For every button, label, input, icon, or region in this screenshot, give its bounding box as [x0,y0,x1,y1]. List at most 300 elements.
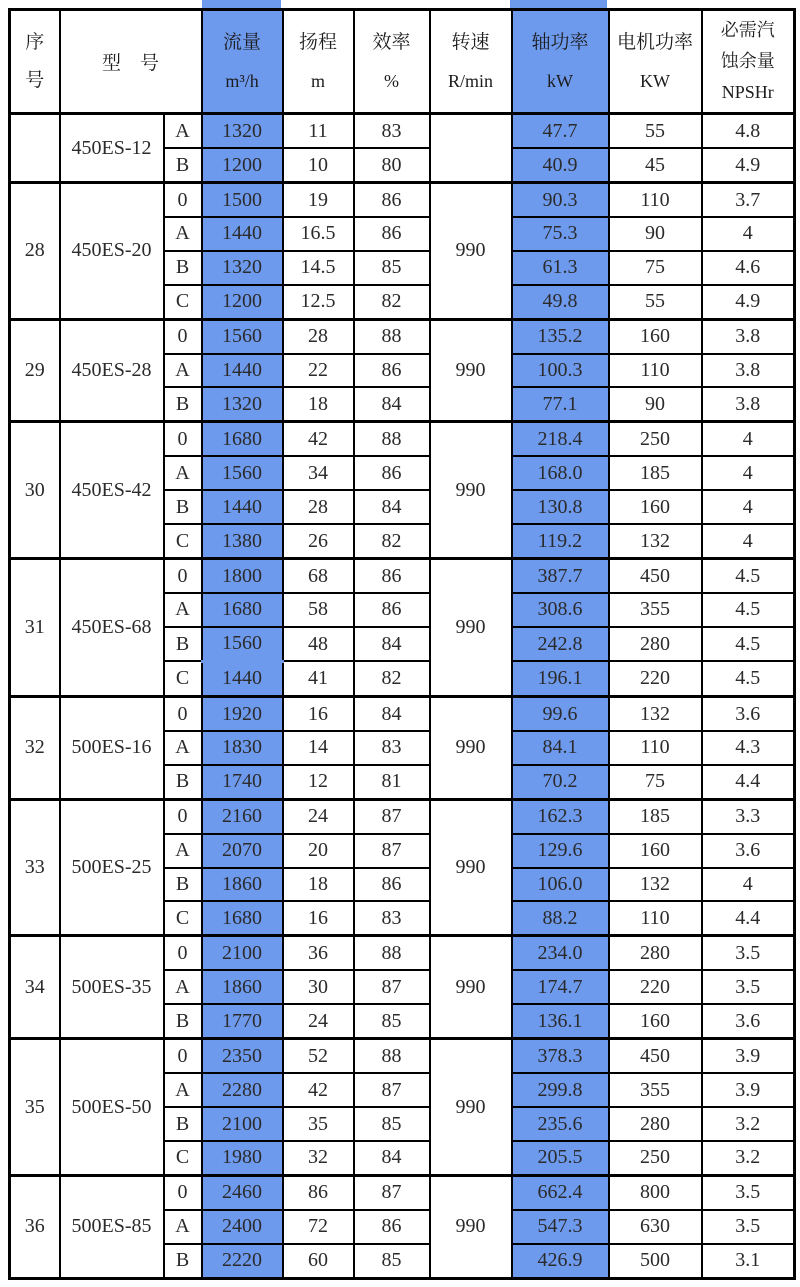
cell-motor-power: 280 [609,1107,702,1141]
cell-code: 0 [164,936,202,971]
cell-npshr: 3.6 [702,834,795,868]
header-row [10,10,795,114]
cell-head: 36 [283,936,354,971]
cell-shaft-power: 426.9 [512,1244,609,1279]
cell-efficiency: 86 [354,868,430,902]
cell-efficiency: 82 [354,285,430,320]
cell-speed: 990 [430,1039,512,1176]
table-row [10,936,795,971]
cell-flow: 2070 [202,834,283,868]
cell-npshr: 3.5 [702,970,795,1004]
cell-motor-power: 450 [609,559,702,594]
cell-flow: 1380 [202,524,283,559]
cell-code: C [164,661,202,696]
cell-code: A [164,593,202,627]
cell-code: C [164,285,202,320]
cell-motor-power: 220 [609,970,702,1004]
cell-flow: 1680 [202,593,283,627]
cell-efficiency: 88 [354,936,430,971]
cell-flow: 1320 [202,114,283,149]
cell-efficiency: 88 [354,319,430,354]
cell-code: B [164,387,202,422]
cell-flow: 1680 [202,901,283,936]
cell-shaft-power: 90.3 [512,183,609,218]
cell-efficiency: 84 [354,697,430,732]
col-header-flow [202,10,283,114]
cell-head: 16 [283,697,354,732]
cell-flow: 1440 [202,490,283,524]
cell-shaft-power: 119.2 [512,524,609,559]
cell-head: 11 [283,114,354,149]
cell-efficiency: 84 [354,387,430,422]
table-row [10,697,795,732]
cell-code: B [164,868,202,902]
cell-shaft-power: 162.3 [512,799,609,834]
cell-head: 35 [283,1107,354,1141]
cell-npshr: 3.6 [702,697,795,732]
cell-flow: 1770 [202,1004,283,1039]
cell-npshr: 4 [702,868,795,902]
cell-npshr: 4 [702,490,795,524]
col-header-speed [430,10,512,114]
cell-flow: 1560 [202,627,283,662]
cell-efficiency: 86 [354,1210,430,1244]
cell-speed: 990 [430,1175,512,1278]
cell-head: 16 [283,901,354,936]
cell-speed [430,114,512,183]
cell-efficiency: 81 [354,765,430,800]
cell-model: 500ES-16 [60,697,164,800]
cell-motor-power: 132 [609,697,702,732]
table-row [10,114,795,149]
cell-code: 0 [164,559,202,594]
cell-motor-power: 90 [609,217,702,251]
cell-head: 52 [283,1039,354,1074]
cell-shaft-power: 196.1 [512,661,609,696]
col-header-npshr-line2: 蚀余量 [720,51,775,71]
cell-code: 0 [164,697,202,732]
cell-npshr: 4.5 [702,661,795,696]
cell-model: 450ES-42 [60,422,164,559]
cell-flow: 1860 [202,868,283,902]
cell-code: C [164,1141,202,1176]
col-header-model: 型 号 [60,10,202,114]
col-header-shaft-power-unit: kW [547,70,574,91]
cell-code: A [164,731,202,765]
cell-npshr: 3.2 [702,1141,795,1176]
col-header-flow-unit: m³/h [225,70,259,91]
cell-flow: 2100 [202,936,283,971]
cell-code: B [164,490,202,524]
cell-code: A [164,1210,202,1244]
cell-flow: 1320 [202,387,283,422]
cell-shaft-power: 47.7 [512,114,609,149]
cell-code: 0 [164,1175,202,1210]
col-header-npshr [702,10,795,114]
cell-motor-power: 280 [609,627,702,662]
cell-head: 16.5 [283,217,354,251]
cell-motor-power: 355 [609,593,702,627]
cell-motor-power: 75 [609,765,702,800]
cell-code: B [164,1004,202,1039]
cell-motor-power: 55 [609,285,702,320]
cell-shaft-power: 61.3 [512,251,609,285]
pump-spec-table [8,8,796,1280]
cell-serial: 30 [10,422,60,559]
cell-flow: 2100 [202,1107,283,1141]
cell-motor-power: 45 [609,148,702,183]
cell-shaft-power: 49.8 [512,285,609,320]
cell-code: A [164,456,202,490]
cell-motor-power: 90 [609,387,702,422]
table-body [10,114,795,1279]
cell-head: 58 [283,593,354,627]
cell-model: 500ES-50 [60,1039,164,1176]
cell-shaft-power: 174.7 [512,970,609,1004]
cell-motor-power: 355 [609,1073,702,1107]
table-row [10,1175,795,1210]
cell-model: 500ES-85 [60,1175,164,1278]
cell-efficiency: 85 [354,1107,430,1141]
cell-motor-power: 110 [609,183,702,218]
cell-head: 24 [283,1004,354,1039]
cell-head: 34 [283,456,354,490]
cell-motor-power: 75 [609,251,702,285]
cell-shaft-power: 547.3 [512,1210,609,1244]
cell-npshr: 3.5 [702,936,795,971]
col-header-serial-line2: 号 [25,69,45,91]
cell-code: A [164,217,202,251]
cell-model: 450ES-12 [60,114,164,183]
cell-head: 14 [283,731,354,765]
cell-motor-power: 160 [609,834,702,868]
cell-shaft-power: 378.3 [512,1039,609,1074]
cell-code: A [164,834,202,868]
cell-efficiency: 82 [354,524,430,559]
cell-code: A [164,970,202,1004]
cell-npshr: 4.3 [702,731,795,765]
cell-npshr: 4.5 [702,627,795,662]
cell-head: 42 [283,1073,354,1107]
cell-speed: 990 [430,559,512,697]
cell-head: 68 [283,559,354,594]
cell-speed: 990 [430,936,512,1039]
cell-shaft-power: 242.8 [512,627,609,662]
cell-efficiency: 86 [354,354,430,388]
table-row [10,559,795,594]
cell-efficiency: 86 [354,183,430,218]
cell-code: B [164,627,202,662]
col-header-efficiency-unit: % [384,70,400,91]
cell-serial: 31 [10,559,60,697]
cell-code: 0 [164,799,202,834]
cell-code: B [164,148,202,183]
cell-head: 26 [283,524,354,559]
cell-shaft-power: 205.5 [512,1141,609,1176]
table-row [10,183,795,218]
cell-efficiency: 88 [354,422,430,457]
col-header-motor-power [609,10,702,114]
col-header-efficiency-name: 效率 [372,31,411,53]
cell-efficiency: 84 [354,1141,430,1176]
col-header-speed-unit: R/min [448,70,494,91]
col-header-motor-power-unit: KW [640,70,671,91]
cell-head: 10 [283,148,354,183]
col-header-serial-line1: 序 [25,31,45,53]
cell-serial: 36 [10,1175,60,1278]
cell-head: 18 [283,868,354,902]
cell-npshr: 3.8 [702,319,795,354]
cell-flow: 1200 [202,285,283,320]
cell-npshr: 3.9 [702,1073,795,1107]
cell-model: 450ES-68 [60,559,164,697]
cell-flow: 1440 [202,661,283,696]
cell-efficiency: 84 [354,490,430,524]
cell-shaft-power: 299.8 [512,1073,609,1107]
cell-npshr: 4 [702,422,795,457]
cell-motor-power: 110 [609,354,702,388]
cell-shaft-power: 100.3 [512,354,609,388]
col-header-shaft-power [512,10,609,114]
cell-motor-power: 500 [609,1244,702,1279]
cell-motor-power: 55 [609,114,702,149]
cell-head: 24 [283,799,354,834]
cell-serial: 32 [10,697,60,800]
cell-model: 450ES-20 [60,183,164,320]
cell-npshr: 3.6 [702,1004,795,1039]
cell-flow: 1320 [202,251,283,285]
cell-npshr: 3.9 [702,1039,795,1074]
cell-motor-power: 132 [609,868,702,902]
cell-shaft-power: 129.6 [512,834,609,868]
cell-head: 19 [283,183,354,218]
cell-serial: 34 [10,936,60,1039]
col-header-head [283,10,354,114]
cell-npshr: 4.6 [702,251,795,285]
cell-flow: 1200 [202,148,283,183]
cell-head: 42 [283,422,354,457]
cell-shaft-power: 75.3 [512,217,609,251]
cell-flow: 1920 [202,697,283,732]
cell-head: 12.5 [283,285,354,320]
cell-flow: 1500 [202,183,283,218]
cell-shaft-power: 136.1 [512,1004,609,1039]
cell-npshr: 4.4 [702,901,795,936]
cell-code: C [164,901,202,936]
cell-motor-power: 220 [609,661,702,696]
cell-npshr: 3.5 [702,1210,795,1244]
table-row [10,422,795,457]
cell-head: 28 [283,490,354,524]
cell-npshr: 3.3 [702,799,795,834]
cell-flow: 2460 [202,1175,283,1210]
cell-code: B [164,765,202,800]
cell-npshr: 4.9 [702,285,795,320]
cell-motor-power: 110 [609,731,702,765]
cell-npshr: 4 [702,456,795,490]
cell-model: 450ES-28 [60,319,164,422]
cell-efficiency: 87 [354,1175,430,1210]
cell-shaft-power: 168.0 [512,456,609,490]
cell-efficiency: 86 [354,593,430,627]
col-header-npshr-line1: 必需汽 [720,20,775,40]
cell-motor-power: 250 [609,1141,702,1176]
cell-flow: 1740 [202,765,283,800]
cell-head: 60 [283,1244,354,1279]
cell-motor-power: 185 [609,799,702,834]
col-header-shaft-power-name: 轴功率 [531,31,589,53]
cell-npshr: 4 [702,524,795,559]
cell-serial: 28 [10,183,60,320]
table-row [10,799,795,834]
cell-npshr: 4.8 [702,114,795,149]
cell-npshr: 4.5 [702,593,795,627]
col-header-speed-name: 转速 [451,31,490,53]
cell-code: A [164,1073,202,1107]
cell-shaft-power: 130.8 [512,490,609,524]
cell-serial: 29 [10,319,60,422]
cell-code: A [164,354,202,388]
cell-flow: 2220 [202,1244,283,1279]
cell-shaft-power: 308.6 [512,593,609,627]
cell-shaft-power: 218.4 [512,422,609,457]
cell-efficiency: 83 [354,731,430,765]
cell-head: 18 [283,387,354,422]
cell-motor-power: 160 [609,490,702,524]
cell-flow: 1860 [202,970,283,1004]
cell-shaft-power: 99.6 [512,697,609,732]
col-header-flow-name: 流量 [223,31,262,53]
cell-motor-power: 185 [609,456,702,490]
table-row [10,1039,795,1074]
cell-head: 30 [283,970,354,1004]
cell-motor-power: 250 [609,422,702,457]
cell-head: 48 [283,627,354,662]
cell-npshr: 3.8 [702,387,795,422]
cell-serial [10,114,60,183]
cell-npshr: 4.5 [702,559,795,594]
cell-efficiency: 85 [354,1004,430,1039]
col-header-serial [10,10,60,114]
cell-shaft-power: 40.9 [512,148,609,183]
cell-motor-power: 280 [609,936,702,971]
cell-motor-power: 132 [609,524,702,559]
cell-flow: 1830 [202,731,283,765]
cell-shaft-power: 77.1 [512,387,609,422]
cell-serial: 35 [10,1039,60,1176]
cell-shaft-power: 387.7 [512,559,609,594]
cell-shaft-power: 88.2 [512,901,609,936]
cell-head: 22 [283,354,354,388]
cell-flow: 2400 [202,1210,283,1244]
cell-code: B [164,1107,202,1141]
cell-npshr: 3.8 [702,354,795,388]
cell-shaft-power: 235.6 [512,1107,609,1141]
cell-code: B [164,251,202,285]
cell-npshr: 3.2 [702,1107,795,1141]
cell-shaft-power: 662.4 [512,1175,609,1210]
cell-flow: 1560 [202,319,283,354]
cell-flow: 2350 [202,1039,283,1074]
cell-model: 500ES-25 [60,799,164,936]
cell-efficiency: 87 [354,1073,430,1107]
cell-efficiency: 80 [354,148,430,183]
cell-speed: 990 [430,799,512,936]
cell-code: 0 [164,422,202,457]
cell-flow: 1440 [202,217,283,251]
cell-npshr: 3.5 [702,1175,795,1210]
cell-efficiency: 87 [354,799,430,834]
cell-motor-power: 800 [609,1175,702,1210]
col-header-efficiency [354,10,430,114]
cell-head: 41 [283,661,354,696]
cell-speed: 990 [430,697,512,800]
cell-shaft-power: 135.2 [512,319,609,354]
table-row [10,319,795,354]
cell-efficiency: 83 [354,114,430,149]
cell-flow: 1440 [202,354,283,388]
col-header-npshr-line3: NPSHr [721,82,774,102]
cell-npshr: 4.9 [702,148,795,183]
cell-shaft-power: 70.2 [512,765,609,800]
cell-efficiency: 85 [354,251,430,285]
cell-motor-power: 160 [609,319,702,354]
cell-npshr: 3.1 [702,1244,795,1279]
cell-npshr: 4.4 [702,765,795,800]
cell-speed: 990 [430,422,512,559]
cell-efficiency: 86 [354,559,430,594]
cell-flow: 1560 [202,456,283,490]
cell-speed: 990 [430,183,512,320]
cell-shaft-power: 106.0 [512,868,609,902]
cell-efficiency: 85 [354,1244,430,1279]
cell-motor-power: 160 [609,1004,702,1039]
cell-head: 86 [283,1175,354,1210]
cell-head: 28 [283,319,354,354]
cell-code: 0 [164,183,202,218]
cell-head: 32 [283,1141,354,1176]
col-header-motor-power-name: 电机功率 [617,31,694,53]
cell-serial: 33 [10,799,60,936]
cell-model: 500ES-35 [60,936,164,1039]
cell-motor-power: 450 [609,1039,702,1074]
cell-efficiency: 86 [354,217,430,251]
cell-code: 0 [164,319,202,354]
cell-code: B [164,1244,202,1279]
cell-efficiency: 86 [354,456,430,490]
cell-code: A [164,114,202,149]
cell-flow: 2160 [202,799,283,834]
cell-efficiency: 84 [354,627,430,662]
cell-head: 20 [283,834,354,868]
cell-motor-power: 110 [609,901,702,936]
cell-speed: 990 [430,319,512,422]
cell-flow: 2280 [202,1073,283,1107]
cell-head: 12 [283,765,354,800]
cell-efficiency: 88 [354,1039,430,1074]
cell-flow: 1980 [202,1141,283,1176]
cell-npshr: 4 [702,217,795,251]
cell-shaft-power: 84.1 [512,731,609,765]
cell-efficiency: 83 [354,901,430,936]
cell-flow: 1680 [202,422,283,457]
cell-shaft-power: 234.0 [512,936,609,971]
cell-head: 14.5 [283,251,354,285]
cell-code: C [164,524,202,559]
col-header-head-unit: m [311,70,326,91]
col-header-head-name: 扬程 [299,31,338,53]
cell-head: 72 [283,1210,354,1244]
